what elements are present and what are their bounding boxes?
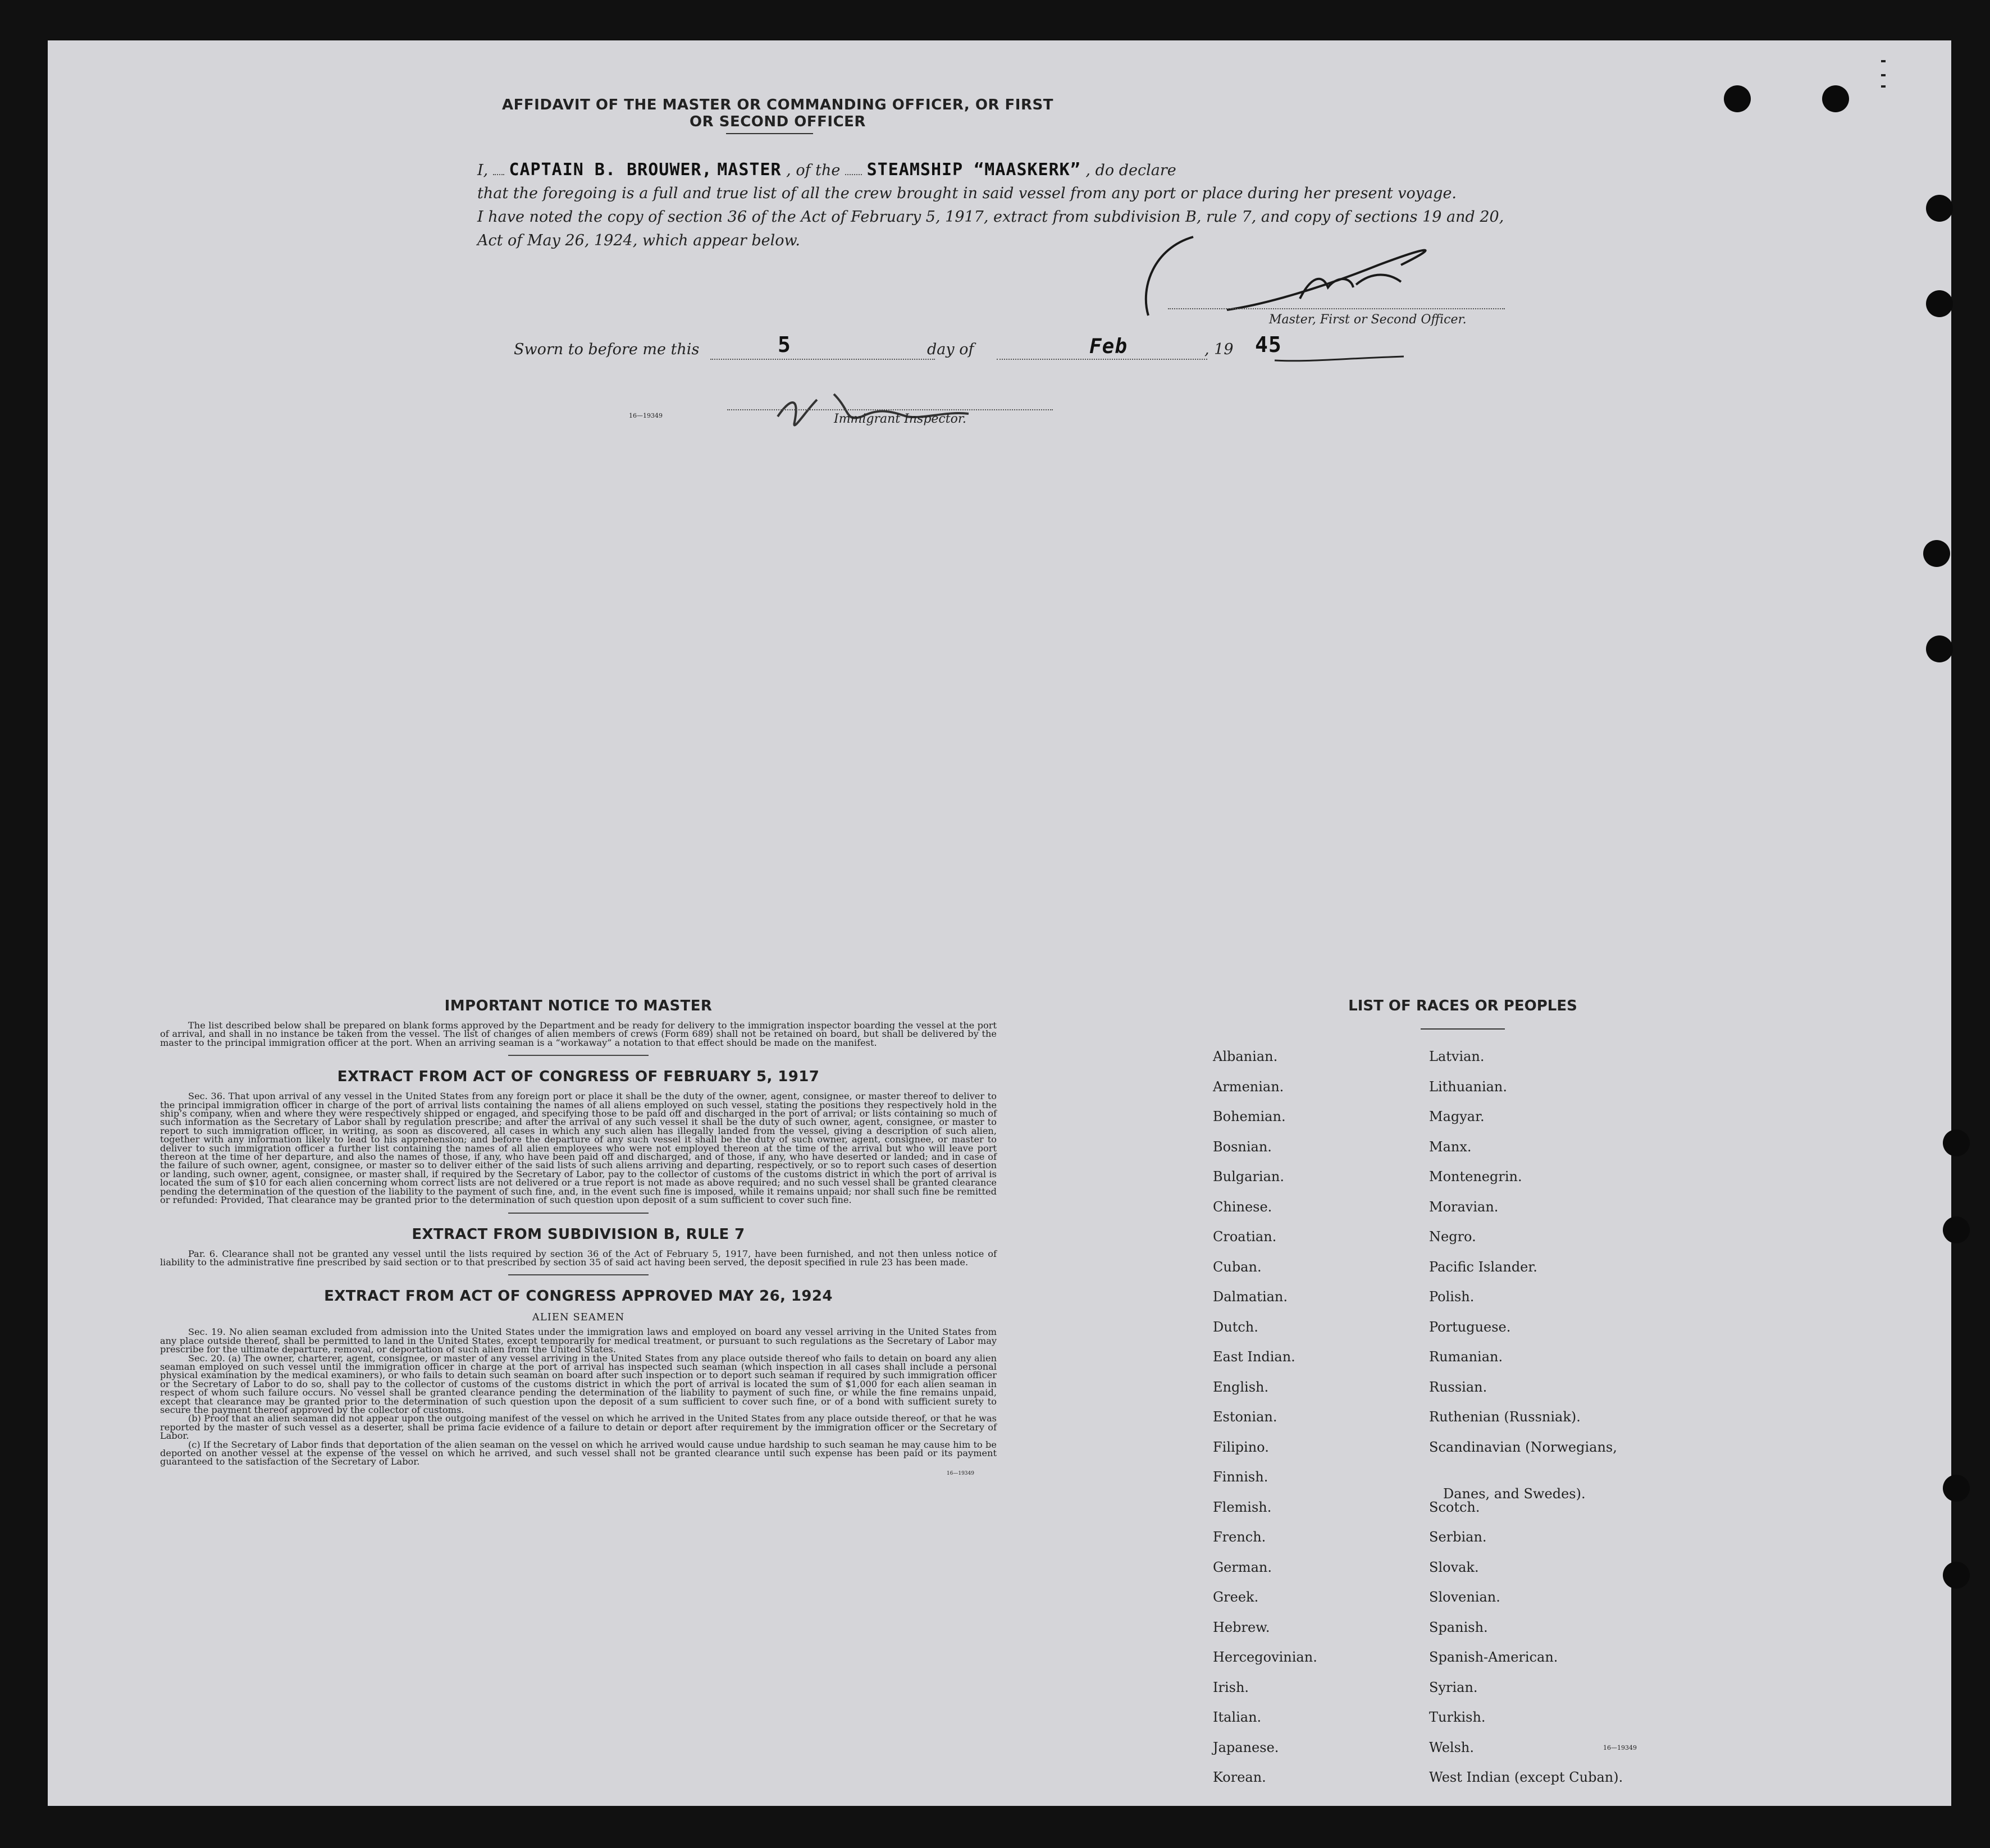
sworn-label: Sworn to before me this xyxy=(514,341,700,358)
race-item: Turkish. xyxy=(1429,1709,1486,1725)
race-item: Croatian. xyxy=(1213,1229,1277,1245)
race-item: Danes, and Swedes). xyxy=(1443,1486,1586,1502)
race-item: Polish. xyxy=(1429,1289,1475,1305)
affidavit-title: AFFIDAVIT OF THE MASTER OR COMMANDING OFFICER, OR FIRST OR SECOND OFFICER xyxy=(502,97,1053,130)
race-item: Dalmatian. xyxy=(1213,1289,1288,1305)
extract-rule7-title: EXTRACT FROM SUBDIVISION B, RULE 7 xyxy=(412,1225,745,1243)
edge-mark xyxy=(1881,85,1886,88)
extract-rule7-text: Par. 6. Clearance shall not be granted any vessel until the lists required by section 36 of the Act of February 5, 1917, have been furnished, and not then unless notice of liability to the administrative fine prescribed by said section or to that prescribed by section 35 of said act having been served, the deposit specified in rule 23 has been made. xyxy=(160,1248,997,1268)
race-item: Slovenian. xyxy=(1429,1589,1500,1605)
race-item: Cuban. xyxy=(1213,1259,1262,1275)
race-item: Portuguese. xyxy=(1429,1319,1511,1335)
master-name-handwritten: CAPTAIN B. BROUWER, xyxy=(509,160,713,180)
extract-1917-title: EXTRACT FROM ACT OF CONGRESS OF FEBRUARY 5, 1917 xyxy=(337,1068,820,1086)
month-handwritten: Feb xyxy=(1089,335,1128,358)
race-item: East Indian. xyxy=(1213,1349,1295,1365)
race-item: Pacific Islander. xyxy=(1429,1259,1537,1275)
punch-hole xyxy=(1724,85,1751,112)
race-item: Flemish. xyxy=(1213,1499,1272,1515)
race-item: Irish. xyxy=(1213,1679,1249,1695)
edge-mark xyxy=(1881,60,1886,62)
punch-hole xyxy=(1943,1562,1970,1589)
sec20b-text: (b) Proof that an alien seaman did not appear upon the outgoing manifest of the vessel on which he arrived in the United States from any place outside thereof, or that he was reported by the master of such vessel as a deserter, shall be prima facie evidence of a failure to detain or deport after requirement by the immigration officer or the Secretary of Labor. xyxy=(160,1413,997,1442)
punch-hole xyxy=(1926,635,1953,662)
race-item: Japanese. xyxy=(1213,1739,1279,1755)
affidavit-line-4: Act of May 26, 1924, which appear below. xyxy=(477,232,800,249)
master-officer-label: Master, First or Second Officer. xyxy=(1269,313,1467,327)
race-item: Magyar. xyxy=(1429,1109,1485,1124)
race-item: Serbian. xyxy=(1429,1529,1487,1545)
race-item: Syrian. xyxy=(1429,1679,1478,1695)
race-item: West Indian (except Cuban). xyxy=(1429,1769,1623,1785)
race-item: Hercegovinian. xyxy=(1213,1649,1317,1665)
day-line xyxy=(710,358,935,360)
master-rank-handwritten: MASTER xyxy=(717,160,782,180)
race-item: Latvian. xyxy=(1429,1049,1485,1064)
edge-mark xyxy=(1881,74,1886,76)
punch-hole xyxy=(1943,1129,1970,1156)
race-item: Finnish. xyxy=(1213,1469,1268,1485)
races-title-rule xyxy=(1421,1028,1505,1030)
section-divider xyxy=(508,1055,649,1056)
affidavit-form-number: 16—19349 xyxy=(629,412,663,419)
notice-title: IMPORTANT NOTICE TO MASTER xyxy=(444,998,713,1014)
race-item: Moravian. xyxy=(1429,1199,1499,1215)
race-item: Ruthenian (Russniak). xyxy=(1429,1409,1581,1425)
punch-hole xyxy=(1943,1475,1970,1502)
affidavit-line-2: that the foregoing is a full and true list of all the crew brought in said vessel from any port or place during her present voyage. xyxy=(477,185,1457,202)
race-item: Greek. xyxy=(1213,1589,1259,1605)
notice-column xyxy=(160,998,997,1476)
race-item: French. xyxy=(1213,1529,1266,1545)
affidavit-i: I, xyxy=(477,162,489,179)
vessel-name-handwritten: STEAMSHIP “MAASKERK” xyxy=(866,160,1081,180)
race-item: English. xyxy=(1213,1379,1269,1395)
section-divider xyxy=(508,1213,649,1214)
races-title: LIST OF RACES OR PEOPLES xyxy=(1348,998,1577,1014)
race-item: Bosnian. xyxy=(1213,1138,1272,1155)
section-divider xyxy=(508,1274,649,1275)
notice-form-number: 16—19349 xyxy=(946,1470,974,1476)
sec19-text: Sec. 19. No alien seaman excluded from admission into the United States under the immigration laws and employed on board any vessel arriving in the United States from any place outside thereof, shall be permitted to land in the United States, except temporarily for medical treatment, or pursuant to such regulations as the Secretary of Labor may prescribe for the ultimate departure, removal, or deportation of such alien from the United States. xyxy=(160,1326,997,1355)
race-item: Scandinavian (Norwegians, xyxy=(1429,1439,1617,1455)
of-the-label: , of the xyxy=(786,162,841,179)
race-item: Negro. xyxy=(1429,1229,1476,1245)
affidavit-line-3: I have noted the copy of section 36 of the Act of February 5, 1917, extract from subdivision B, rule 7, and copy of sections 19 and 20, xyxy=(477,208,1504,226)
race-item: Lithuanian. xyxy=(1429,1078,1508,1095)
race-item: Albanian. xyxy=(1213,1049,1278,1064)
race-item: Montenegrin. xyxy=(1429,1169,1522,1184)
race-item: Welsh. xyxy=(1429,1739,1474,1755)
race-item: Bulgarian. xyxy=(1213,1169,1284,1184)
race-item: Scotch. xyxy=(1429,1499,1480,1515)
extract-1917-text: Sec. 36. That upon arrival of any vessel in the United States from any foreign port or place it shall be the duty of the owner, agent, consignee, or master thereof to deliver to the principal immigration officer in charge of the port of arrival lists containing the names of all aliens employed on such vessel, stating the positions they respectively hold in the ship’s company, when and where they were respectively shipped or engaged, and specifying those to be paid off and discharged in the port of arrival; or lists containing so much of such information as the Secretary of Labor shall by regulation prescribe; and after the arrival of any such vessel it shall be the duty of such owner, agent, consignee, or master to report to such immigration officer, in writing, as soon as discovered, all cases in which any such alien has illegally landed from the vessel, giving a description of such alien, together with any information likely to lead to his apprehension; and before the departure of any such vessel it shall be the duty of such owner, agent, consignee, or master to deliver to such immigration officer a further list containing the names of all alien employees who were not employed thereon at the time of the arrival but who will leave port thereon at the time of her departure, and also the names of those, if any, who have been paid off and discharged, and of those, if any, who have deserted or landed; and in case of the failure of such owner, agent, consignee, or master so to deliver either of the said lists of such aliens arriving and departing, respectively, or so to report such cases of desertion or landing, such owner, agent, consignee, or master shall, if required by the Secretary of Labor, pay to the collector of customs of the customs district in which the port of arrival is located the sum of $10 for each alien concerning whom correct lists are not delivered or a true report is not made as above required; and no such vessel shall be granted clearance pending the determination of the question of the liability to the payment of such fine, and, in the event such fine is imposed, while it remains unpaid; nor shall such fine be remitted or refunded: Provided, That clearance may be granted prior to the determination of such question upon deposit of a sum sufficient to cover such fine. xyxy=(160,1091,997,1206)
punch-hole xyxy=(1926,290,1953,317)
sec20a-text: Sec. 20. (a) The owner, charterer, agent, consignee, or master of any vessel arriving in the United States from any place outside thereof who fails to detain on board any alien seaman employed on such vessel until the immigration officer in charge at the port of arrival has inspected such seaman (which inspection in all cases shall include a personal physical examination by the medical examiners), or who fails to detain such seaman on board after such inspection or to deport such seaman if required by such immigration officer or the Secretary of Labor to do so, shall pay to the collector of customs of the customs district in which the port of arrival is located the sum of $1,000 for each alien seaman in respect of whom such failure occurs. No vessel shall be granted clearance pending the determination of the liability to payment of such fine, or while the fine remains unpaid, except that clearance may be granted prior to the determination of such question upon the deposit of a sum sufficient to cover such fine, or of a bond with sufficient surety to secure the payment thereof approved by the collector of customs. xyxy=(160,1352,997,1415)
punch-hole xyxy=(1822,85,1849,112)
alien-seamen-subhead: ALIEN SEAMEN xyxy=(532,1311,625,1324)
race-item: Slovak. xyxy=(1429,1559,1479,1575)
races-form-number: 16—19349 xyxy=(1603,1744,1637,1751)
punch-hole xyxy=(1923,540,1950,567)
notice-text: The list described below shall be prepared on blank forms approved by the Department and be ready for delivery to the immigration inspector boarding the vessel at the port of arrival, and shall in no instance be taken from the vessel. The list of changes of alien members of crews (Form 689) shall not be retained on board, but shall be delivered by the master to the principal immigration officer at the port. When an arriving seaman is a “workaway” a notation to that effect should be made on the manifest. xyxy=(160,1020,997,1048)
race-item: Estonian. xyxy=(1213,1409,1277,1425)
punch-hole xyxy=(1926,195,1953,222)
title-rule xyxy=(726,133,813,134)
dotted-leader xyxy=(845,161,862,175)
affidavit-line-1 xyxy=(477,158,1581,182)
year-prefix-label: , 19 xyxy=(1204,341,1234,358)
master-signature-line xyxy=(1168,307,1505,309)
race-item: Chinese. xyxy=(1213,1199,1272,1215)
sec20c-text: (c) If the Secretary of Labor finds that deportation of the alien seaman on the vessel on which he arrived would cause undue hardship to such seaman he may cause him to be deported on another vessel at the expense of the vessel on which he arrived, and such vessel shall not be granted clearance until such expense has been paid or its payment guaranteed to the satisfaction of the Secretary of Labor. xyxy=(160,1439,997,1467)
race-item: Korean. xyxy=(1213,1769,1266,1785)
extract-1924-title: EXTRACT FROM ACT OF CONGRESS APPROVED MAY 26, 1924 xyxy=(324,1288,833,1305)
race-item: Russian. xyxy=(1429,1379,1487,1395)
day-handwritten: 5 xyxy=(778,332,791,357)
inspector-line xyxy=(727,408,1053,410)
race-item: German. xyxy=(1213,1559,1272,1575)
race-item: Bohemian. xyxy=(1213,1109,1286,1124)
dotted-leader xyxy=(493,161,504,175)
race-item: Hebrew. xyxy=(1213,1619,1270,1635)
race-item: Rumanian. xyxy=(1429,1349,1503,1365)
year-underline-scribble xyxy=(1272,352,1407,369)
document-page xyxy=(48,40,1951,1806)
race-item: Spanish. xyxy=(1429,1619,1488,1635)
race-item: Dutch. xyxy=(1213,1319,1258,1335)
do-declare-label: , do declare xyxy=(1085,162,1176,179)
year-handwritten: 45 xyxy=(1255,332,1282,357)
inspector-label: Immigrant Inspector. xyxy=(834,412,966,426)
race-item: Manx. xyxy=(1429,1138,1472,1155)
race-item: Filipino. xyxy=(1213,1439,1269,1455)
punch-hole xyxy=(1943,1216,1970,1243)
race-item: Italian. xyxy=(1213,1709,1262,1725)
race-item: Armenian. xyxy=(1213,1078,1284,1095)
day-of-label: day of xyxy=(927,341,974,358)
race-item: Spanish-American. xyxy=(1429,1649,1558,1665)
